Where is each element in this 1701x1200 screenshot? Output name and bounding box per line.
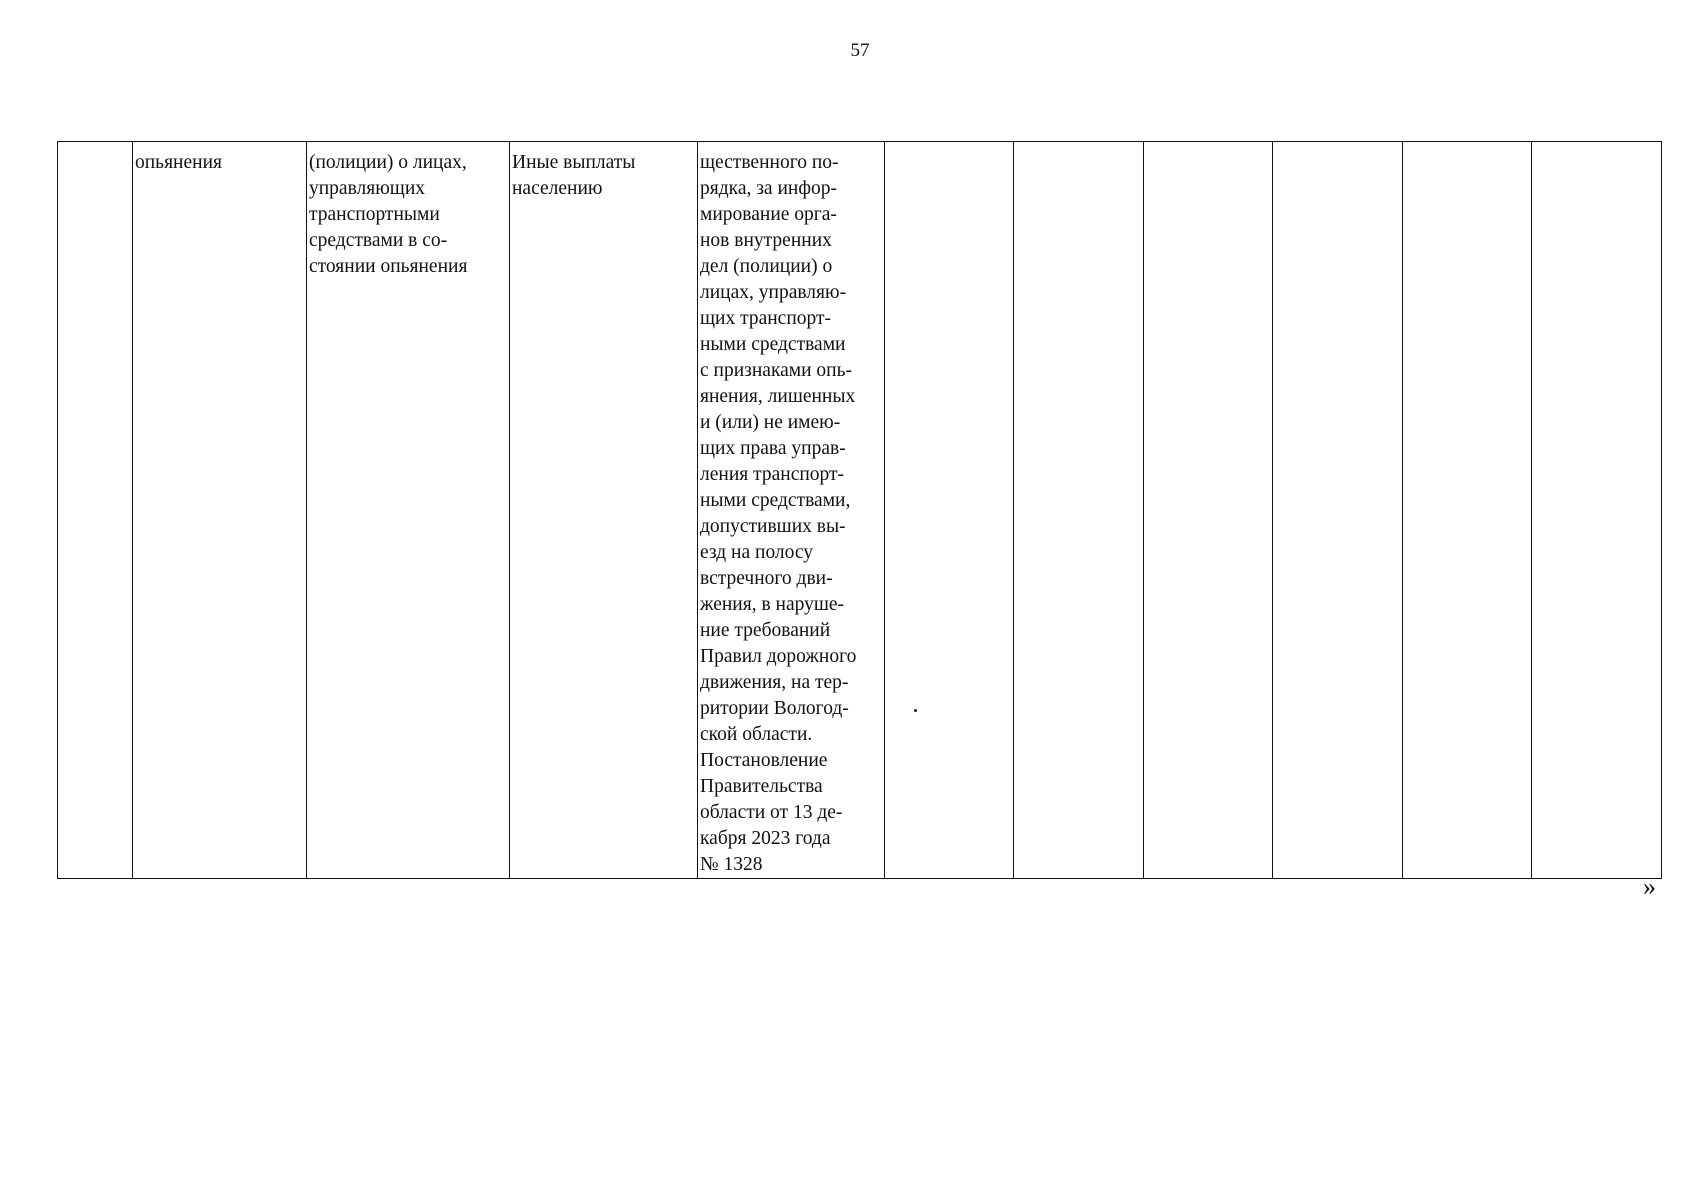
table-cell: [1532, 142, 1662, 879]
table-row: [58, 142, 1662, 879]
budget-table: [57, 141, 1662, 879]
table-cell-number: [58, 142, 133, 879]
table-cell: [1403, 142, 1532, 879]
table-cell: [885, 142, 1014, 879]
table-cell-expense-type: Иные выплаты населению: [510, 142, 698, 879]
table-cell: [1273, 142, 1403, 879]
table-cell: [1144, 142, 1273, 879]
table-cell-event: опьянения: [133, 142, 307, 879]
table-cell-legal-basis: щественного по- рядка, за инфор- мирование орга- нов внутренних дел (полиции) о лицах, управляю- щих транспорт- ными средствами с признаками опь- янения, лишенных и (или) не имею- щих права управ- ления транспорт- ными средствами, допустивших вы- езд на полосу встречного дви- жения, в наруше- ние требований Правил дорожного движения, на тер- ритории Вологод- ской области. Постановление Правительства области от 13 де- кабря 2023 года № 1328: [698, 142, 885, 879]
table-cell: [1014, 142, 1144, 879]
page-number: 57: [850, 40, 870, 61]
table-cell-description: (полиции) о лицах, управляющих транспортными средствами в со- стоянии опьянения: [307, 142, 510, 879]
closing-quote: »: [1643, 872, 1656, 901]
scan-speck: [914, 709, 917, 712]
